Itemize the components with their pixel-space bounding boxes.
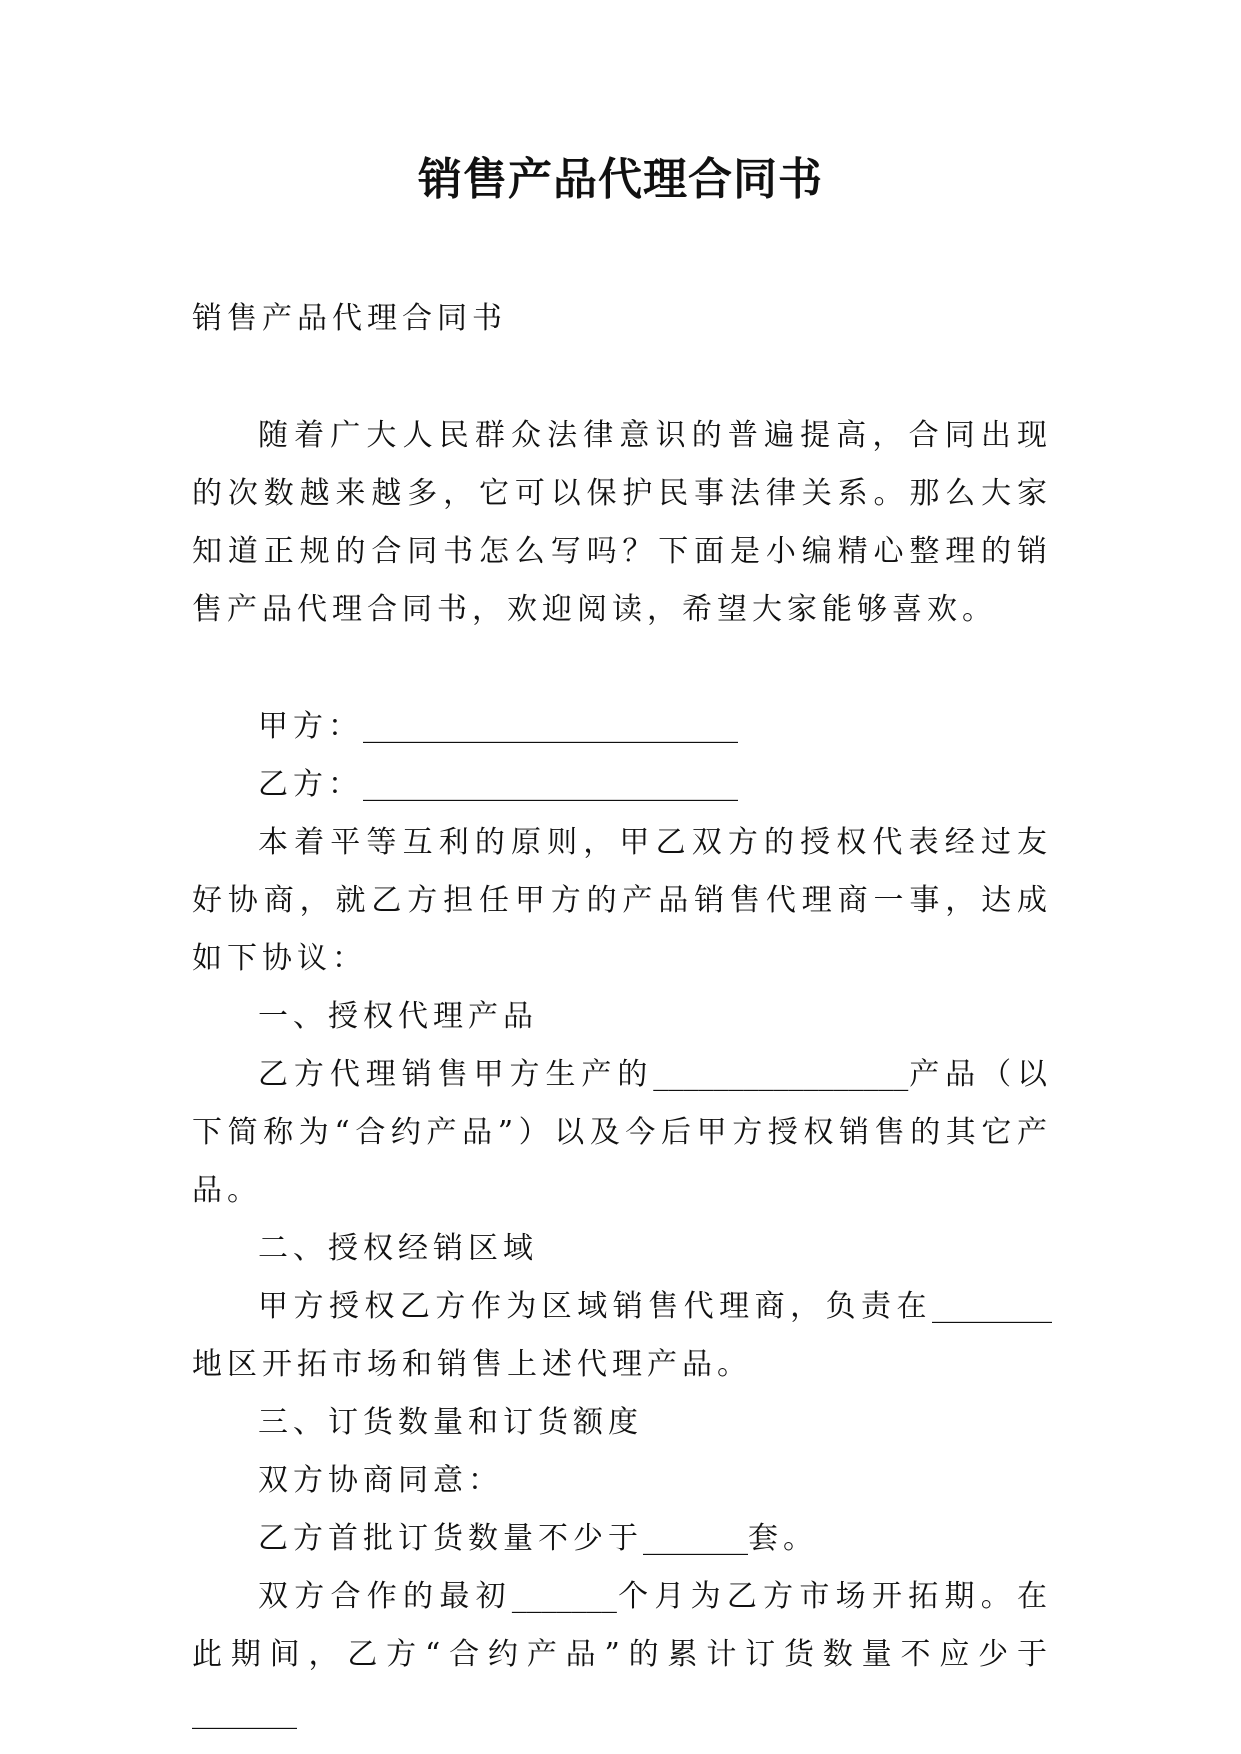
section2-heading: 二、授权经销区域 [258,1231,538,1266]
section2-paragraph [192,1278,1052,1394]
section2-text-before: 甲方授权乙方作为区域销售代理商，负责在 [258,1289,932,1324]
section1-heading: 一、授权代理产品 [258,999,538,1034]
section2-text-after: 地区开拓市场和销售上述代理产品。 [192,1347,752,1382]
section3-item2-before: 双方合作的最初 [258,1579,512,1614]
section3-heading: 三、订货数量和订货额度 [258,1405,643,1440]
document-subtitle: 销售产品代理合同书 [192,301,507,336]
party-b-label: 乙方： [258,767,363,802]
section2-blank: ________ [932,1289,1052,1324]
intro-paragraph: 随着广大人民群众法律意识的普遍提高，合同出现的次数越来越多，它可以保护民事法律关系。那么大家知道正规的合同书怎么写吗？下面是小编精心整理的销售产品代理合同书，欢迎阅读，希望大家能够喜欢。 [192,418,1052,627]
section1-blank: _________________ [653,1057,909,1092]
section3-intro: 双方协商同意： [258,1463,503,1498]
section3-item2-blank2: _______ [192,1695,297,1730]
document-title: 销售产品代理合同书 [418,154,823,205]
section3-item2 [192,1568,1052,1742]
section3-item2-blank: _______ [511,1579,617,1614]
party-b-blank: _________________________ [363,767,738,802]
preamble-paragraph: 本着平等互利的原则，甲乙双方的授权代表经过友好协商，就乙方担任甲方的产品销售代理商一事，达成如下协议： [192,825,1052,976]
party-a-line [192,698,1052,756]
section3-item1 [192,1510,1052,1568]
section3-item2-mid: 个月为乙方市场开拓期。在此期间，乙方“合约产品”的累计订货数量不应少于 [192,1579,1053,1672]
party-b-line [192,756,1052,814]
section1-text-after: 产品（以下简称为“合约产品”）以及今后甲方授权销售的其它产品。 [192,1057,1053,1208]
section3-item1-blank: _______ [643,1521,748,1556]
section1-text-before: 乙方代理销售甲方生产的 [258,1057,654,1092]
section1-paragraph [192,1046,1052,1220]
section3-item1-before: 乙方首批订货数量不少于 [258,1521,643,1556]
party-a-blank: _________________________ [363,709,738,744]
document-body [192,290,1052,1742]
section3-item1-after: 套。 [748,1521,818,1556]
party-a-label: 甲方： [258,709,363,744]
